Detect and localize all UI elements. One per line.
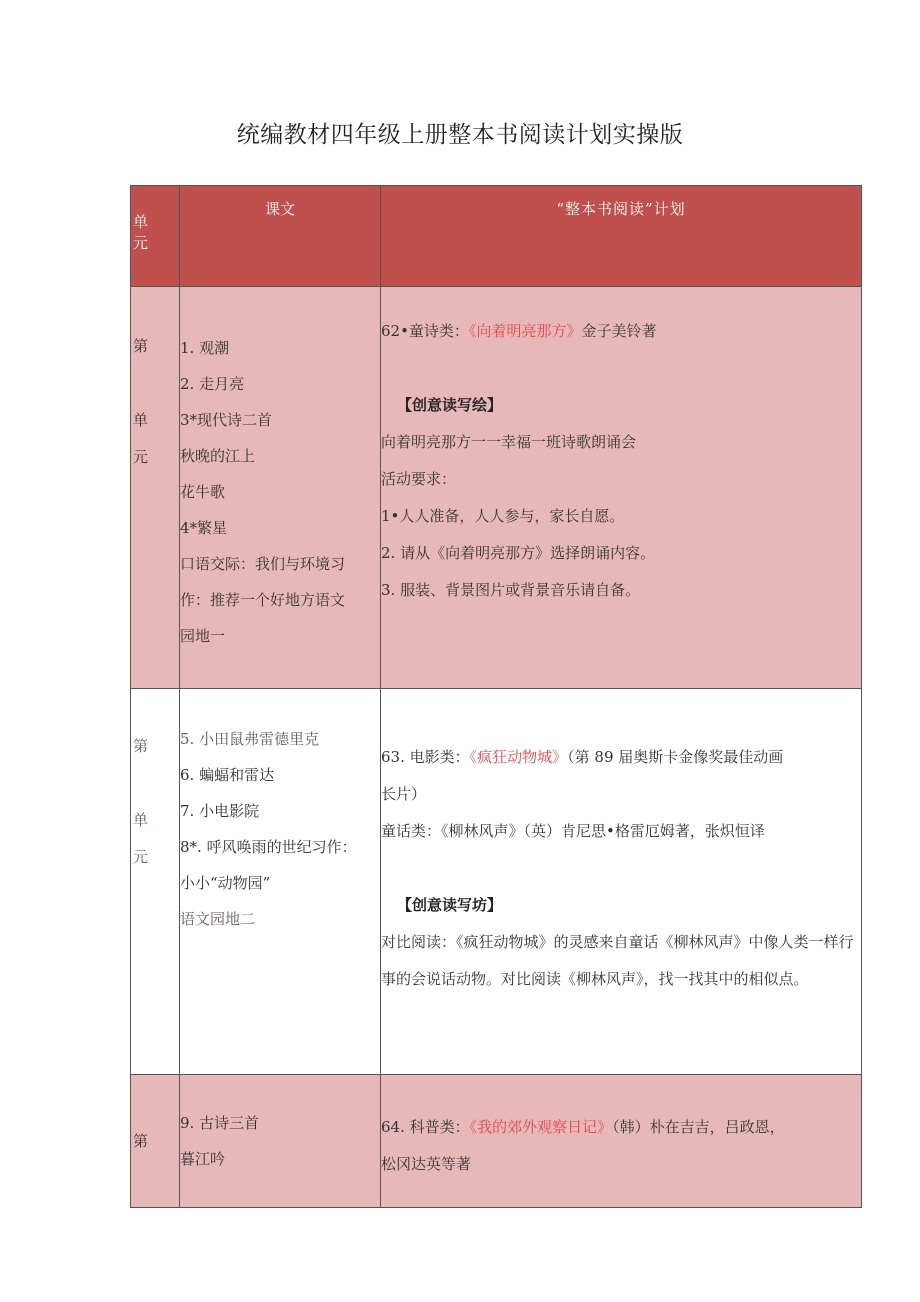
movie-line: 63. 电影类：《疯狂动物城》（第 89 届奥斯卡金像奖最佳动画 <box>381 748 784 766</box>
unit-char: 第 <box>133 737 149 755</box>
unit-cell <box>131 689 180 1075</box>
sci-line-cont: 松冈达英等著 <box>381 1155 472 1173</box>
book-title: 《向着明亮那方》 <box>468 322 582 340</box>
lesson-item: 作：推荐一个好地方语文 <box>180 591 346 609</box>
section-heading: 【创意读写绘】 <box>397 396 503 414</box>
unit-char: 单 <box>133 811 149 829</box>
lesson-item: 1. 观潮 <box>180 339 230 357</box>
lesson-item: 2. 走月亮 <box>180 375 245 393</box>
unit-char: 元 <box>133 448 149 466</box>
tale-line: 童话类：《柳林风声》（英）肯尼思•格雷厄姆著，张炽恒译 <box>381 822 765 840</box>
unit-char <box>133 765 179 802</box>
sci-title: 《我的郊外观察日记》 <box>469 1118 613 1136</box>
sci-line: 64. 科普类：《我的郊外观察日记》（韩）朴在吉吉，吕政恩， <box>381 1118 785 1136</box>
plan-cell <box>381 1075 862 1208</box>
lesson-cell <box>180 689 381 1075</box>
unit-char <box>133 365 179 402</box>
requirements-label: 活动要求： <box>381 470 457 488</box>
lesson-cell <box>180 287 381 689</box>
movie-line-cont: 长片） <box>381 785 427 803</box>
unit-char: 单 <box>133 411 149 429</box>
unit-char: 元 <box>133 848 149 866</box>
unit-cell <box>131 1075 180 1208</box>
header-unit: 单 元 <box>131 186 180 287</box>
requirement-item: 1•人人准备，人人参与，家长自愿。 <box>381 507 625 525</box>
lesson-item: 3*现代诗二首 <box>180 411 273 429</box>
lesson-item: 8*. 呼风唤雨的世纪习作： <box>180 838 357 856</box>
lesson-item: 口语交际：我们与环境习 <box>180 555 346 573</box>
unit-char: 第 <box>133 1132 149 1150</box>
table-row <box>131 689 862 1075</box>
lesson-item: 4*繁星 <box>180 519 228 537</box>
plan-cell <box>381 287 862 689</box>
lesson-item: 5. 小田鼠弗雷德里克 <box>180 730 320 748</box>
header-row <box>131 186 862 287</box>
requirement-item: 2. 请从《向着明亮那方》选择朗诵内容。 <box>381 544 656 562</box>
lesson-item: 暮江吟 <box>180 1150 226 1168</box>
header-plan: “整本书阅读”计划 <box>381 186 862 287</box>
lesson-cell <box>180 1075 381 1208</box>
page-title: 统编教材四年级上册整本书阅读计划实操版 <box>236 122 684 148</box>
header-lesson: 课文 <box>180 186 381 287</box>
lesson-item: 园地一 <box>180 627 226 645</box>
book-line: 62•童诗类：《向着明亮那方》金子美铃著 <box>381 322 657 340</box>
unit-cell <box>131 287 180 689</box>
lesson-item: 小小“动物园” <box>180 874 271 892</box>
compare-text: 对比阅读：《疯狂动物城》的灵感来自童话《柳林风声》中像人类一样行事的会说话动物。对比阅读《柳林风声》，找一找其中的相似点。 <box>381 933 854 988</box>
lesson-item: 7. 小电影院 <box>180 802 260 820</box>
lesson-item: 6. 蝙蝠和雷达 <box>180 766 275 784</box>
table-row <box>131 287 862 689</box>
table-row <box>131 1075 862 1208</box>
section-heading: 【创意读写坊】 <box>397 896 503 914</box>
lesson-item: 语文园地二 <box>180 910 256 928</box>
lesson-item: 花牛歌 <box>180 483 226 501</box>
plan-cell <box>381 689 862 1075</box>
unit-char: 第 <box>133 337 149 355</box>
reading-plan-table <box>130 185 862 1208</box>
lesson-item: 秋晚的江上 <box>180 447 256 465</box>
lesson-item: 9. 古诗三首 <box>180 1114 260 1132</box>
activity-title: 向着明亮那方一一幸福一班诗歌朗诵会 <box>381 433 637 451</box>
movie-title: 《疯狂动物城》 <box>469 748 568 766</box>
requirement-item: 3. 服装、背景图片或背景音乐请自备。 <box>381 581 641 599</box>
